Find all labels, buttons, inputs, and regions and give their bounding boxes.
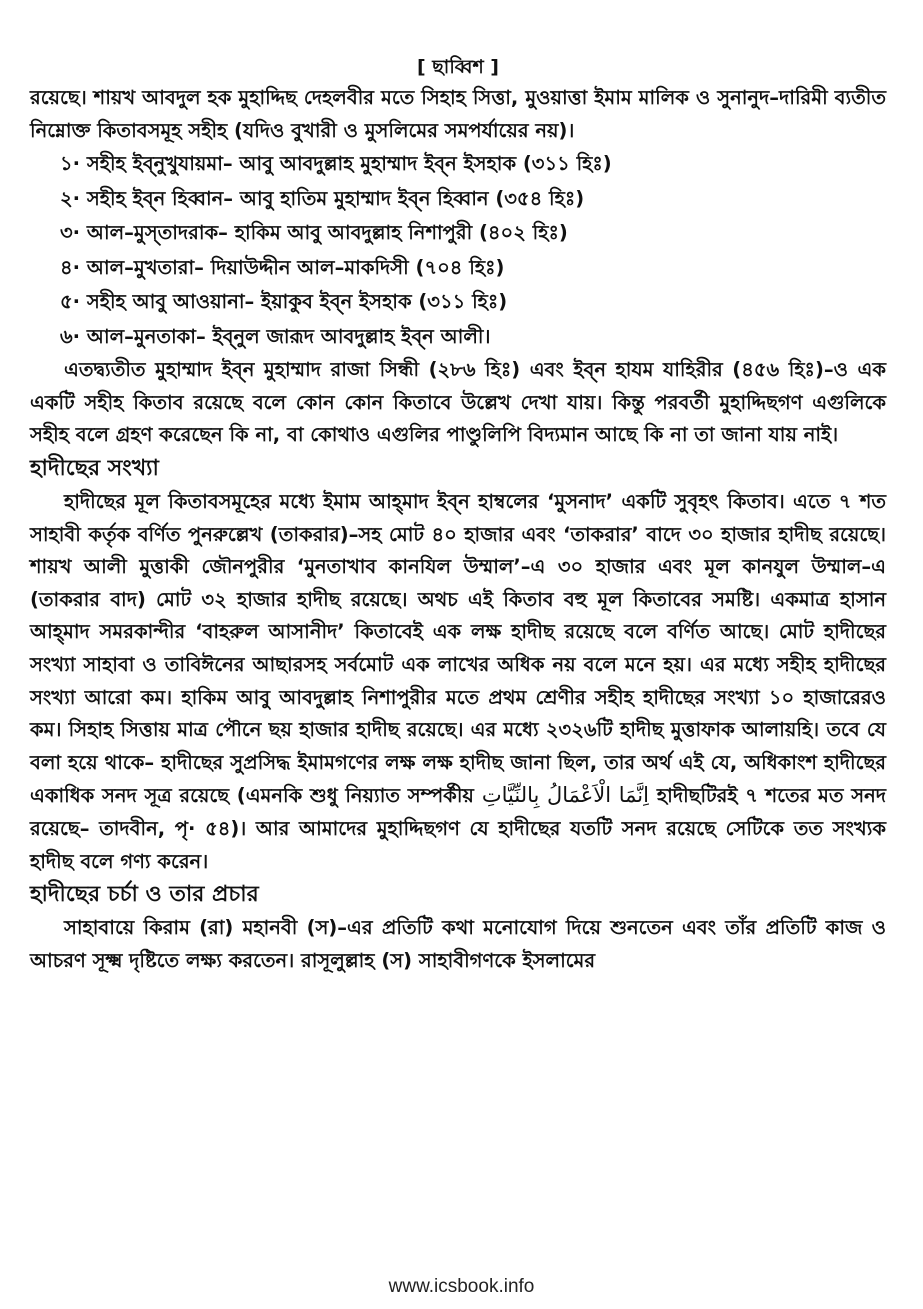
hadith-count-text-before: হাদীছের মূল কিতাবসমূহের মধ্যে ইমাম আহ্‌মাদ ইব্‌ন হাম্বলের ‘মুসনাদ’ একটি সুবৃহৎ কিতাব। এতে ৭ শত সাহাবী কর্তৃক বর্ণিত পুনরুল্লেখ (তাকরার)–সহ মোট ৪০ হাজার এবং ‘তাকরার’ বাদে ৩০ হাজার হাদীছ রয়েছে। শায়খ আলী মুত্তাকী জৌনপুরীর ‘মুনতাখাব কানযিল উম্মাল’–এ ৩০ হাজার এবং মূল কানযুল উম্মাল–এ (তাকরার বাদ) মোট ৩২ হাজার হাদীছ রয়েছে। অথচ এই কিতাব বহু মূল কিতাবের সমষ্টি। একমাত্র হাসান আহ্‌মাদ সমরকান্দীর ‘বাহরুল আসানীদ’ কিতাবেই এক লক্ষ হাদীছ রয়েছে বলে বর্ণিত আছে। মোট হাদীছের সংখ্যা সাহাবা ও তাবিঈনের আছারসহ সর্বমোট এক লাখের অধিক নয় বলে মনে হয়। এর মধ্যে সহীহ হাদীছের সংখ্যা আরো কম। হাকিম আবু আবদুল্লাহ নিশাপুরীর মতে প্রথম শ্রেণীর সহীহ হাদীছের সংখ্যা ১০ হাজারেরও কম। সিহাহ সিত্তায় মাত্র পৌনে ছয় হাজার হাদীছ রয়েছে। এর মধ্যে ২৩২৬টি হাদীছ মুত্তাফাক আলায়হি। তবে যে বলা হয়ে থাকে– হাদীছের সুপ্রসিদ্ধ ইমামগণের লক্ষ লক্ষ হাদীছ জানা ছিল, তার অর্থ এই যে, অধিকাংশ হাদীছের একাধিক সনদ সূত্র রয়েছে (এমনকি শুধু নিয়্যাত সম্পর্কীয়: [30, 489, 886, 808]
footer-url: www.icsbook.info: [388, 1276, 535, 1297]
sahih-books-list: [30, 147, 886, 354]
other-books-paragraph: এতদ্ব্যতীত মুহাম্মাদ ইব্‌ন মুহাম্মাদ রাজা সিন্ধী (২৮৬ হিঃ) এবং ইব্‌ন হাযম যাহিরীর (৪৫৬ হিঃ)–ও এক একটি সহীহ কিতাব রয়েছে বলে কোন কোন কিতাবে উল্লেখ দেখা যায়। কিন্তু পরবর্তী মুহাদ্দিছগণ এগুলিকে সহীহ বলে গ্রহণ করেছেন কি না, বা কোথাও এগুলির পাণ্ডুলিপি বিদ্যমান আছে কি না তা জানা যায় নাই।: [30, 358, 886, 447]
arabic-hadith-quote: اِنَّمَا الْاَعْمَالُ بِالنِّيَّاتِ: [481, 783, 649, 808]
list-item: ৬· আল–মুনতাকা– ইব্‌নুল জারূদ আবদুল্লাহ ইব্‌ন আলী।: [60, 324, 491, 348]
list-item: ২· সহীহ ইব্‌ন হিব্বান– আবু হাতিম মুহাম্মাদ ইব্‌ন হিব্বান (৩৫৪ হিঃ): [60, 186, 585, 210]
list-item: ৫· সহীহ আবু আওয়ানা– ইয়াকুব ইব্‌ন ইসহাক (৩১১ হিঃ): [60, 290, 508, 314]
hadith-count-paragraph: [30, 486, 886, 878]
intro-paragraph: রয়েছে। শায়খ আবদুল হক মুহাদ্দিছ দেহলবীর মতে সিহাহ সিত্তা, মুওয়াত্তা ইমাম মালিক ও সুনানুদ–দারিমী ব্যতীত নিম্নোক্ত কিতাবসমূহ সহীহ (যদিও বুখারী ও মুসলিমের সমপর্যায়ের নয়)।: [30, 86, 886, 142]
list-item: ৩· আল–মুস্‌তাদরাক– হাকিম আবু আবদুল্লাহ নিশাপুরী (৪০২ হিঃ): [60, 221, 568, 245]
section-heading-hadith-count: হাদীছের সংখ্যা: [30, 455, 159, 481]
hadith-count-text-after: হাদীছটিরই ৭ শতের মত সনদ রয়েছে– তাদবীন, পৃ· ৫৪)। আর আমাদের মুহাদ্দিছগণ যে হাদীছের যতটি সনদ রয়েছে সেটিকে তত সংখ্যক হাদীছ বলে গণ্য করেন।: [30, 784, 886, 873]
page-number-header: [ ছাব্বিশ ]: [417, 56, 499, 78]
hadith-spread-paragraph: সাহাবায়ে কিরাম (রা) মহানবী (স)–এর প্রতিটি কথা মনোযোগ দিয়ে শুনতেন এবং তাঁর প্রতিটি কাজ ও আচরণ সূক্ষ্ম দৃষ্টিতে লক্ষ্য করতেন। রাসূলুল্লাহ (স) সাহাবীগণকে ইসলামের: [30, 916, 886, 972]
section-heading-hadith-spread: হাদীছের চর্চা ও তার প্রচার: [30, 882, 259, 908]
book-page: [30, 0, 886, 1309]
list-item: ৪· আল–মুখতারা– দিয়াউদ্দীন আল–মাকদিসী (৭০৪ হিঃ): [60, 255, 505, 279]
list-item: ১· সহীহ ইব্‌নুখুযায়মা– আবু আবদুল্লাহ মুহাম্মাদ ইব্‌ন ইসহাক (৩১১ হিঃ): [60, 152, 612, 176]
